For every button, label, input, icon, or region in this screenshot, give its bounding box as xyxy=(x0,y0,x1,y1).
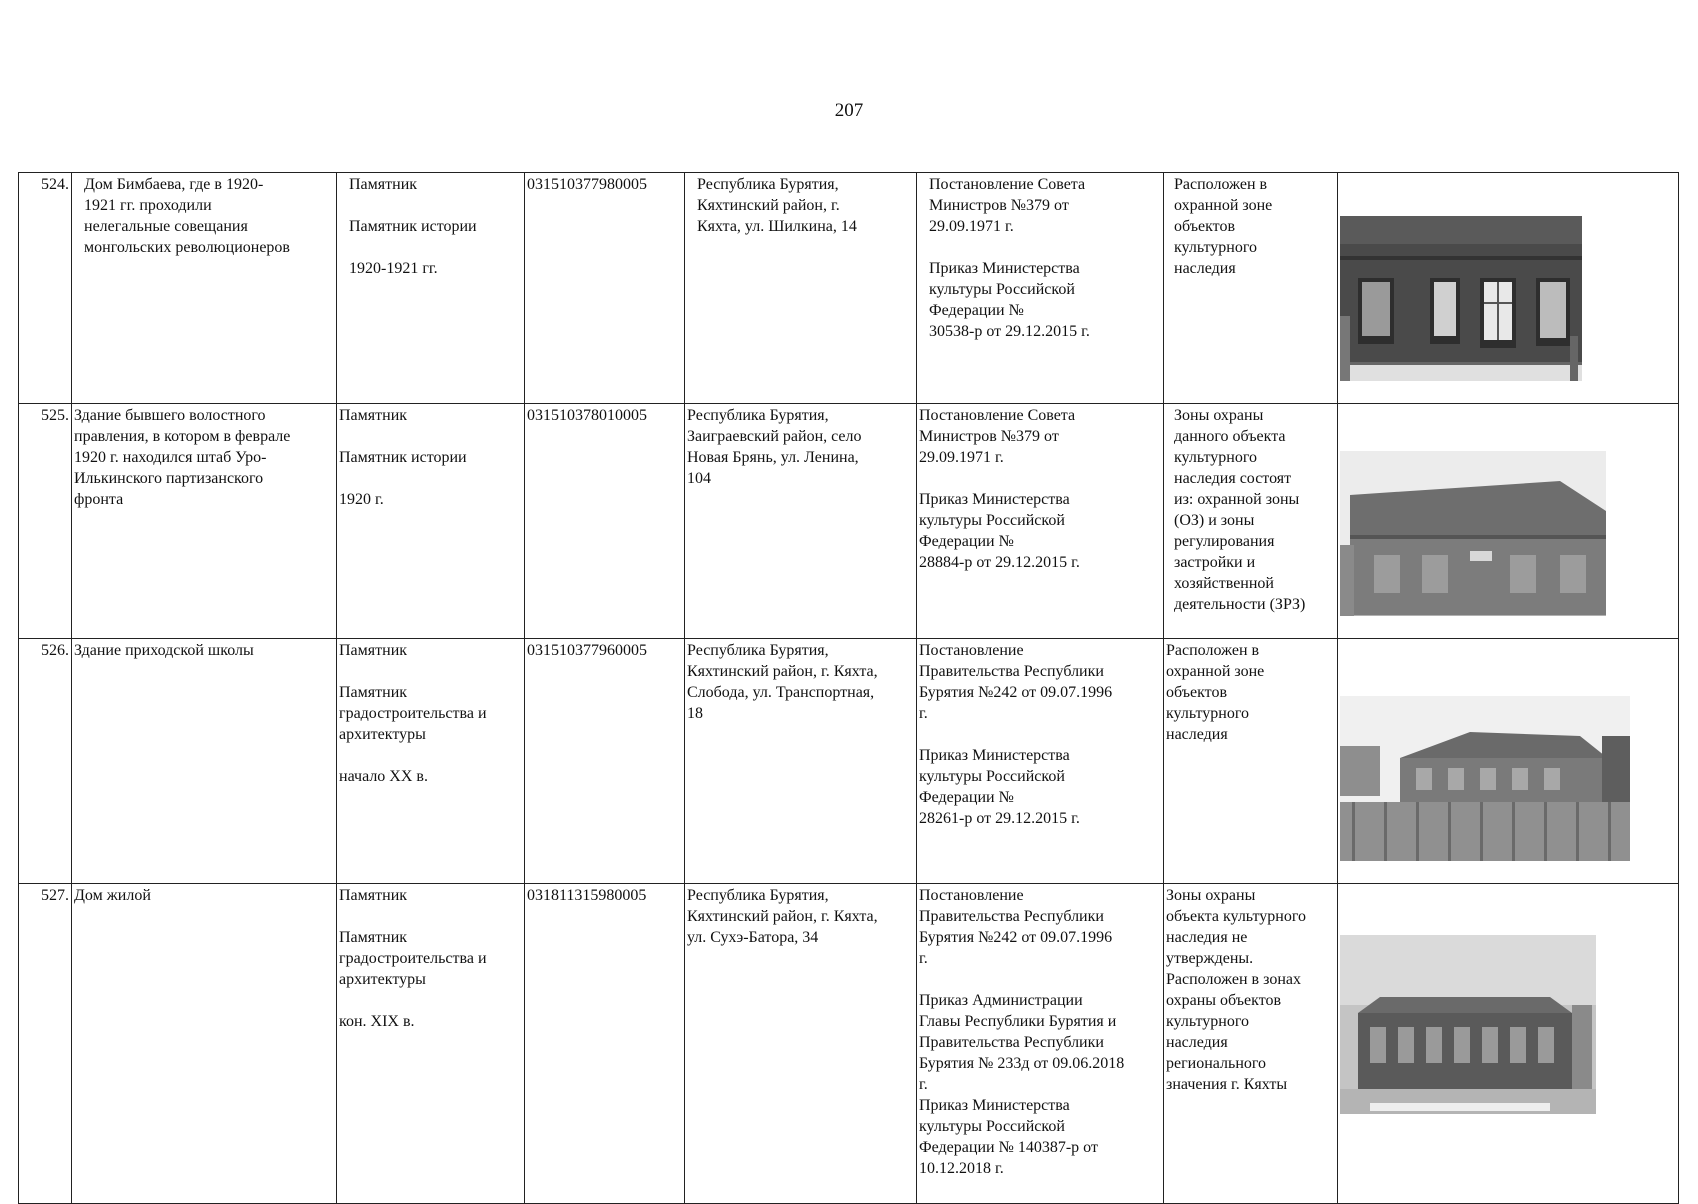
object-category: Памятник Памятник градостроительства и архитектуры кон. XIX в. xyxy=(337,884,525,1204)
page-number: 207 xyxy=(834,100,864,121)
photo-house-527 xyxy=(1340,914,1596,1114)
protection-documents: Постановление Совета Министров №379 от 29.09.1971 г. Приказ Министерства культуры Российской Федерации № 30538-р от 29.12.2015 г. xyxy=(917,173,1164,404)
registration-number: 031510378010005 xyxy=(525,404,685,639)
object-address: Республика Бурятия, Кяхтинский район, г. Кяхта, Слобода, ул. Транспортная, 18 xyxy=(685,639,917,884)
photo-cell xyxy=(1338,404,1679,639)
heritage-registry-table xyxy=(18,172,1679,1204)
protection-zone-info: Расположен в охранной зоне объектов культурного наследия xyxy=(1164,639,1338,884)
object-address: Республика Бурятия, Кяхтинский район, г. Кяхта, ул. Шилкина, 14 xyxy=(685,173,917,404)
object-category: Памятник Памятник истории 1920-1921 гг. xyxy=(337,173,525,404)
table-row xyxy=(19,639,1679,884)
registration-number: 031510377960005 xyxy=(525,639,685,884)
table-row xyxy=(19,884,1679,1204)
protection-documents: Постановление Правительства Республики Бурятия №242 от 09.07.1996 г. Приказ Министерства культуры Российской Федерации № 28261-р от 29.12.2015 г. xyxy=(917,639,1164,884)
registration-number: 031811315980005 xyxy=(525,884,685,1204)
row-number: 524. xyxy=(19,173,72,404)
protection-documents: Постановление Совета Министров №379 от 29.09.1971 г. Приказ Министерства культуры Российской Федерации № 28884-р от 29.12.2015 г. xyxy=(917,404,1164,639)
object-address: Республика Бурятия, Кяхтинский район, г. Кяхта, ул. Сухэ-Батора, 34 xyxy=(685,884,917,1204)
table-row xyxy=(19,404,1679,639)
protection-zone-info: Зоны охраны данного объекта культурного наследия состоят из: охранной зоны (ОЗ) и зоны регулирования застройки и хозяйственной деятельности (ЗРЗ) xyxy=(1164,404,1338,639)
registration-number: 031510377980005 xyxy=(525,173,685,404)
object-category: Памятник Памятник истории 1920 г. xyxy=(337,404,525,639)
row-number: 527. xyxy=(19,884,72,1204)
object-name: Здание бывшего волостного правления, в котором в феврале 1920 г. находился штаб Уро- Илькинского партизанского фронта xyxy=(72,404,337,639)
photo-cell xyxy=(1338,639,1679,884)
photo-building-525 xyxy=(1340,430,1606,616)
protection-documents: Постановление Правительства Республики Бурятия №242 от 09.07.1996 г. Приказ Администрации Главы Республики Бурятия и Правительства Республики Бурятия № 233д от 09.06.2018 г. Приказ Министерства культуры Российской Федерации № 140387-р от 10.12.2018 г. xyxy=(917,884,1164,1204)
row-number: 525. xyxy=(19,404,72,639)
protection-zone-info: Зоны охраны объекта культурного наследия не утверждены. Расположен в зонах охраны объектов культурного наследия регионального значения г. Кяхты xyxy=(1164,884,1338,1204)
protection-zone-info: Расположен в охранной зоне объектов культурного наследия xyxy=(1164,173,1338,404)
object-name: Дом Бимбаева, где в 1920- 1921 гг. проходили нелегальные совещания монгольских революционеров xyxy=(72,173,337,404)
object-category: Памятник Памятник градостроительства и архитектуры начало XX в. xyxy=(337,639,525,884)
object-address: Республика Бурятия, Заиграевский район, село Новая Брянь, ул. Ленина, 104 xyxy=(685,404,917,639)
table-row xyxy=(19,173,1679,404)
photo-school-526 xyxy=(1340,675,1630,861)
object-name: Дом жилой xyxy=(72,884,337,1204)
row-number: 526. xyxy=(19,639,72,884)
photo-cell xyxy=(1338,173,1679,404)
photo-cell xyxy=(1338,884,1679,1204)
object-name: Здание приходской школы xyxy=(72,639,337,884)
photo-house-524 xyxy=(1340,195,1582,381)
